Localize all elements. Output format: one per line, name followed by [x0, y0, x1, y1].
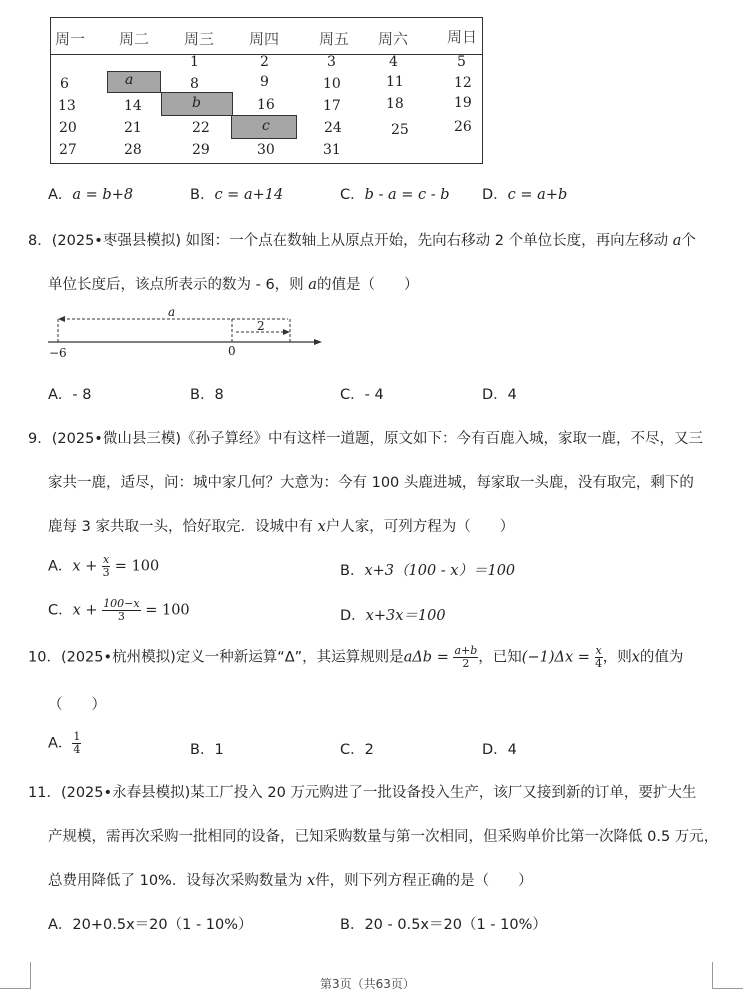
day-22: 22 — [192, 120, 210, 136]
header-thu: 周四 — [249, 30, 280, 48]
day-4: 4 — [389, 54, 398, 70]
day-17: 17 — [323, 98, 341, 114]
fraction-a-plus-b-over-2: $\frac{a+b}{2}$ — [454, 644, 478, 670]
fraction-100-minus-x-over-3: $\frac{100-x}{3}$ — [103, 597, 140, 623]
label-2: 2 — [257, 319, 265, 333]
q8-option-d[interactable]: D．4 — [482, 387, 517, 403]
day-6: 6 — [60, 76, 69, 92]
q9-option-d[interactable]: D．x+3x＝100 — [340, 608, 446, 624]
day-9: 9 — [260, 74, 269, 90]
q11-option-b[interactable]: B．20 - 0.5x＝20（1 - 10%） — [340, 917, 547, 933]
q9-option-b[interactable]: B．x+3（100 - x）＝100 — [340, 563, 516, 579]
page-corner-right — [712, 962, 743, 989]
q8-line1: 8．(2025•枣强县模拟) 如图：一个点在数轴上从原点开始，先向右移动 2 个单位长度，再向左移动 a个 — [28, 233, 696, 249]
shaded-cell-a — [107, 71, 161, 93]
q8-option-c[interactable]: C．- 4 — [340, 387, 384, 403]
day-5: 5 — [457, 54, 466, 70]
day-26: 26 — [454, 119, 472, 135]
fraction-1-over-4: $\frac{1}{4}$ — [73, 730, 81, 756]
q11-line1: 11．(2025•永春县模拟)某工厂投入 20 万元购进了一批设备投入生产，该厂又接到新的订单，要扩大生 — [28, 785, 697, 801]
day-3: 3 — [327, 54, 336, 70]
q9-line1: 9．(2025•微山县三模)《孙子算经》中有这样一道题，原文如下：今有百鹿入城，家取一鹿，不尽，又三 — [28, 431, 704, 447]
q10-option-d[interactable]: D．4 — [482, 742, 517, 758]
day-24: 24 — [324, 120, 342, 136]
number-line-figure — [44, 304, 334, 360]
q11-line2: 产规模，需再次采购一批相同的设备，已知采购数量与第一次相同，但采购单价比第一次降低 0.5 万元， — [48, 829, 719, 845]
day-1: 1 — [190, 54, 199, 70]
day-11: 11 — [386, 74, 404, 90]
day-21: 21 — [124, 120, 142, 136]
day-8: 8 — [190, 76, 199, 92]
day-13: 13 — [58, 98, 76, 114]
day-14: 14 — [124, 98, 142, 114]
label-a: a — [168, 305, 176, 319]
q10-option-b[interactable]: B．1 — [190, 742, 224, 758]
calendar-table — [50, 17, 483, 164]
day-19: 19 — [454, 95, 472, 111]
page-number: 第3页（共63页） — [320, 977, 415, 991]
cell-label-a: a — [125, 72, 134, 88]
day-10: 10 — [323, 76, 341, 92]
q10-blank: （ ） — [48, 697, 106, 713]
cell-label-b: b — [192, 95, 201, 111]
header-sun: 周日 — [447, 28, 478, 46]
q10-option-c[interactable]: C．2 — [340, 742, 374, 758]
q8-line2: 单位长度后，该点所表示的数为 - 6，则 a的值是（ ） — [48, 277, 419, 293]
day-20: 20 — [59, 120, 77, 136]
q9-line3: 鹿每 3 家共取一头，恰好取完．设城中有 x户人家，可列方程为（ ） — [48, 519, 515, 535]
day-16: 16 — [257, 97, 275, 113]
q7-option-a[interactable]: A．a = b+8 — [48, 187, 134, 203]
day-31: 31 — [323, 142, 341, 158]
label-minus6: −6 — [49, 346, 67, 360]
q9-option-a[interactable]: A．x + $\frac{x}{3}$ = 100 — [48, 553, 160, 579]
label-zero: 0 — [228, 344, 236, 358]
header-sat: 周六 — [378, 30, 409, 48]
fraction-x-over-3: $\frac{x}{3}$ — [102, 553, 110, 579]
day-29: 29 — [192, 142, 210, 158]
q11-line3: 总费用降低了 10%．设每次采购数量为 x件，则下列方程正确的是（ ） — [48, 873, 533, 889]
header-wed: 周三 — [184, 30, 215, 48]
q8-option-b[interactable]: B．8 — [190, 387, 224, 403]
q9-line2: 家共一鹿，适尽，问：城中家几何？大意为：今有 100 头鹿进城，每家取一头鹿，没有取完，剩下的 — [48, 475, 694, 491]
day-27: 27 — [59, 142, 77, 158]
q8-option-a[interactable]: A．- 8 — [48, 387, 92, 403]
q7-option-c[interactable]: C．b - a = c - b — [340, 187, 450, 203]
number-line-arrow — [314, 339, 322, 345]
page-corner-left — [0, 962, 31, 989]
fraction-x-over-4: $\frac{x}{4}$ — [595, 644, 603, 670]
header-mon: 周一 — [55, 30, 86, 48]
header-tue: 周二 — [119, 30, 150, 48]
day-28: 28 — [124, 142, 142, 158]
cell-label-c: c — [262, 118, 270, 134]
q11-option-a[interactable]: A．20+0.5x＝20（1 - 10%） — [48, 917, 253, 933]
q10-option-a[interactable]: A． $\frac{1}{4}$ — [48, 730, 81, 756]
day-30: 30 — [257, 142, 275, 158]
day-12: 12 — [454, 75, 472, 91]
day-2: 2 — [260, 54, 269, 70]
header-fri: 周五 — [319, 30, 350, 48]
day-18: 18 — [386, 96, 404, 112]
day-25: 25 — [391, 122, 409, 138]
q10-line1: 10．(2025•杭州模拟)定义一种新运算“Δ”，其运算规则是aΔb = $\frac{a+b}{2}$ ，已知(−1)Δx = $\frac{x}{4}$ ，则x的值为 — [28, 644, 684, 670]
q7-option-b[interactable]: B．c = a+14 — [190, 187, 284, 203]
q9-option-c[interactable]: C．x + $\frac{100-x}{3}$ = 100 — [48, 597, 190, 623]
number-line — [48, 305, 322, 360]
q7-option-d[interactable]: D．c = a+b — [482, 187, 568, 203]
